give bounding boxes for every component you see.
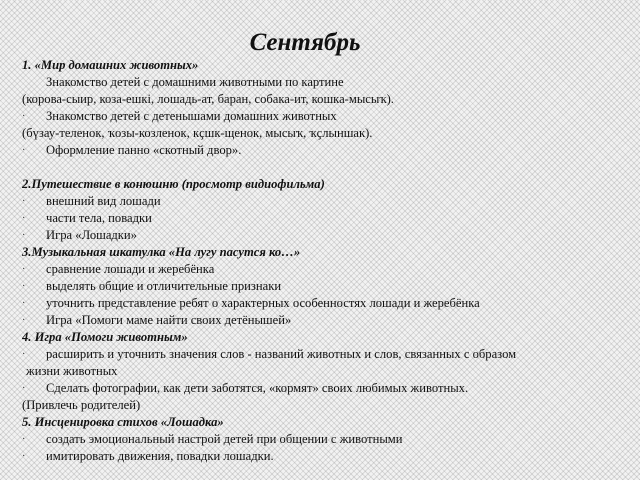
bullet-text: имитировать движения, повадки лошадки. <box>46 449 274 463</box>
spacer <box>22 159 634 176</box>
bullet-item <box>22 210 634 227</box>
bullet-continuation: жизни животных <box>26 364 118 378</box>
section-4-heading: 4. Игра «Помоги животным» <box>22 330 188 344</box>
bullet-text: создать эмоциональный настрой детей при общении с животными <box>46 432 403 446</box>
bullet-item <box>22 295 634 312</box>
bullet-item <box>22 346 634 363</box>
bullet-icon: · <box>22 111 26 122</box>
bullet-item <box>22 142 634 159</box>
bullet-icon: · <box>22 383 26 394</box>
bullet-icon: · <box>22 349 26 360</box>
bullet-text: Сделать фотографии, как дети заботятся, «кормят» своих любимых животных. <box>46 381 469 395</box>
bullet-icon: · <box>22 264 26 275</box>
section-1-line: (бүзау-теленок, ҡозы-козленок, кҫшк-щенок, мысыҡ, ҡҫлыншак). <box>22 126 373 140</box>
section-1-line: (корова-сыир, коза-ешкі, лошадь-ат, баран, собака-ит, кошка-мысыҡ). <box>22 92 394 106</box>
bullet-icon: · <box>22 434 26 445</box>
bullet-text: Игра «Помоги маме найти своих детёнышей» <box>46 313 292 327</box>
bullet-icon: · <box>22 230 26 241</box>
bullet-item <box>22 108 634 125</box>
bullet-text: внешний вид лошади <box>46 194 161 208</box>
bullet-text: части тела, повадки <box>46 211 152 225</box>
bullet-icon: · <box>22 281 26 292</box>
bullet-item <box>22 448 634 465</box>
bullet-item <box>22 261 634 278</box>
section-5-heading: 5. Инсценировка стихов «Лошадка» <box>22 415 224 429</box>
slide-body <box>22 57 634 465</box>
bullet-text: Знакомство детей с детенышами домашних животных <box>46 109 337 123</box>
page-title: Сентябрь <box>249 29 361 56</box>
bullet-item <box>22 312 634 329</box>
section-1-heading: 1. «Мир домашних животных» <box>22 58 199 72</box>
bullet-icon: · <box>22 213 26 224</box>
section-1-line: Знакомство детей с домашними животными по картине <box>46 75 344 89</box>
bullet-item <box>22 227 634 244</box>
bullet-item <box>22 380 634 397</box>
bullet-icon: · <box>22 315 26 326</box>
bullet-icon: · <box>22 145 26 156</box>
section-4-note: (Привлечь родителей) <box>22 398 141 412</box>
bullet-text: сравнение лошади и жеребёнка <box>46 262 215 276</box>
bullet-text: Игра «Лошадки» <box>46 228 137 242</box>
bullet-text: Оформление панно «скотный двор». <box>46 143 242 157</box>
bullet-item <box>22 193 634 210</box>
bullet-item <box>22 278 634 295</box>
bullet-icon: · <box>22 196 26 207</box>
bullet-text: уточнить представление ребят о характерных особенностях лошади и жеребёнка <box>46 296 480 310</box>
bullet-icon: · <box>22 298 26 309</box>
section-3-heading: 3.Музыкальная шкатулка «На лугу пасутся ко…» <box>22 245 301 259</box>
bullet-text: расширить и уточнить значения слов - названий животных и слов, связанных с образом <box>46 347 517 361</box>
bullet-icon: · <box>22 451 26 462</box>
bullet-text: выделять общие и отличительные признаки <box>46 279 282 293</box>
section-2-heading: 2.Путешествие в конюшню (просмотр видиофильма) <box>22 177 325 191</box>
bullet-item <box>22 431 634 448</box>
